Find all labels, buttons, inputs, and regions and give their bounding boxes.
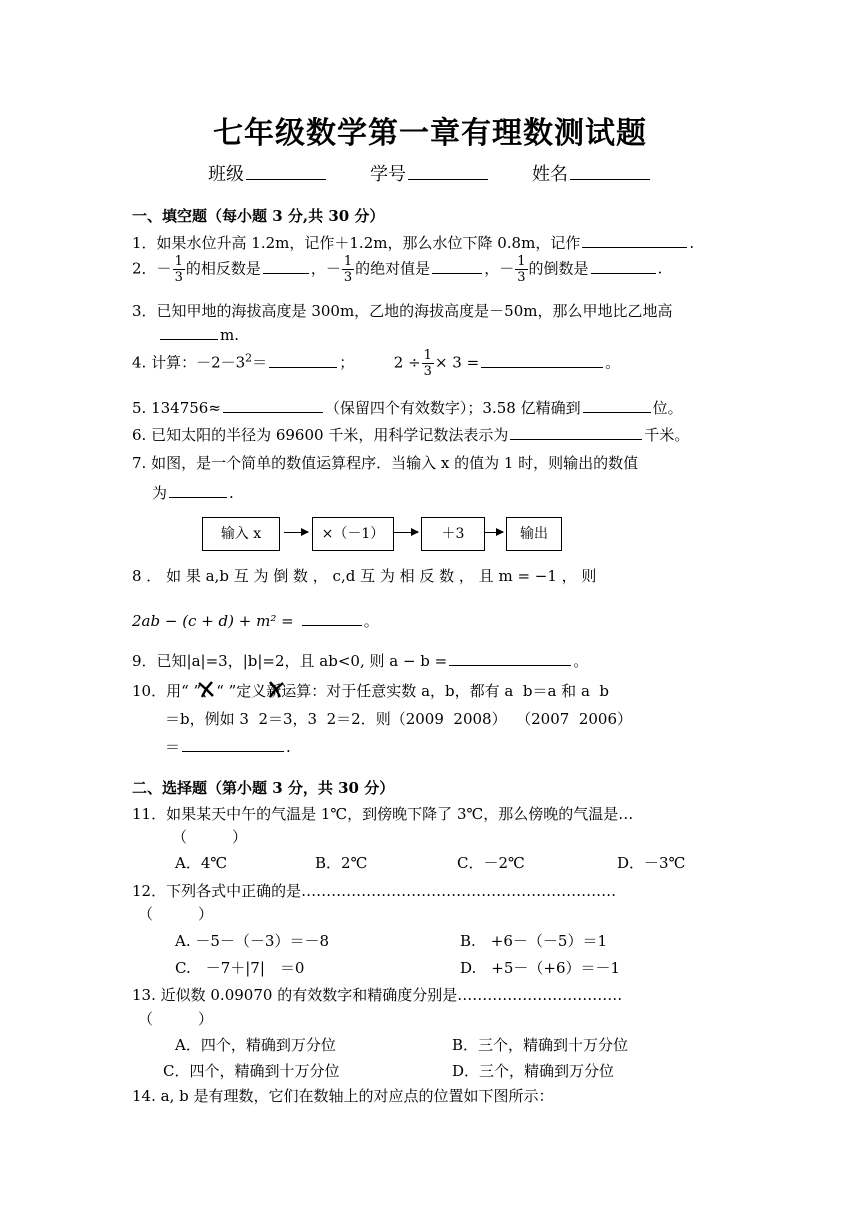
name-label: 姓名 [532,164,568,185]
q1-blank[interactable] [582,233,687,248]
question-10-line-2: ＝b，例如 3 2＝3，3 2＝2．则（2009 2008） （2007 2006） [165,710,633,728]
id-field [370,160,490,186]
frac-num: 1 [343,254,353,269]
q3-end: m. [220,326,239,344]
q2-t5: 的倒数是 [528,259,589,278]
question-6 [132,424,689,445]
q10-line3: ＝ [165,738,181,756]
q11-option-c[interactable]: C．－2℃ [457,854,525,872]
fraction-one-third-1 [173,254,185,285]
page-title: 七年级数学第一章有理数测试题 [213,116,647,151]
flow-input-box: 输入 x [202,517,280,551]
q10-blank[interactable] [182,737,284,752]
q11-option-b[interactable]: B．2℃ [315,854,368,872]
q11-option-d[interactable]: D．－3℃ [617,854,686,872]
question-14: 14. a, b 是有理数，它们在数轴上的对应点的位置如下图所示： [132,1087,554,1105]
question-11-paren: （ ） [172,828,248,846]
q1-text: 1．如果水位升高 1.2m，记作＋1.2m，那么水位下降 0.8m，记作 [132,234,581,252]
q5-text1: 5. 134756≈ [132,399,221,417]
question-12-line-1: 12．下列各式中正确的是……………………………………………………… [132,882,617,900]
star-operator-icon [196,680,218,700]
frac-den: 3 [517,270,526,285]
q2-t1: 的相反数是 [185,259,261,278]
q4-text2: ＝ [252,353,268,372]
q9-text: 9．已知|a|=3，|b|=2，且 ab<0, 则 a − b = [132,652,448,670]
q5-blank-1[interactable] [223,398,323,413]
q4-blank-2[interactable] [481,353,603,368]
question-12-paren: （ ） [138,905,214,923]
q4-div: 2 ÷ [393,353,421,372]
q2-t2: ， [310,259,326,278]
question-8-line-2 [132,610,379,631]
question-13-paren: （ ） [138,1010,214,1028]
q12-option-d[interactable]: D. +5－（+6）＝－1 [460,959,621,977]
section-fill-in: 一、填空题（每小题 3 分,共 30 分） [132,207,385,225]
section-multiple-choice: 二、选择题（第小题 3 分，共 30 分） [132,779,395,797]
q6-text2: 千米。 [644,426,690,444]
q1-end: . [689,234,695,252]
q13-option-a[interactable]: A．四个，精确到万分位 [175,1036,336,1054]
question-9 [132,650,588,671]
q2-blank-2[interactable] [432,259,482,274]
name-field [532,160,652,186]
q4-times: × 3 = [434,353,480,372]
class-blank[interactable] [246,165,326,180]
fraction-one-third-3 [515,254,527,285]
q13-option-c[interactable]: C．四个，精确到十万分位 [163,1062,340,1080]
q10-end: . [286,738,291,756]
q2-num: 2． [132,259,157,278]
q7-end: . [229,484,234,502]
question-1 [132,232,694,253]
name-blank[interactable] [570,165,650,180]
flow-add-box: ＋3 [421,517,485,551]
q2-end: . [657,259,663,278]
question-7-line-1: 7. 如图，是一个简单的数值运算程序．当输入 x 的值为 1 时，则输出的数值 [132,454,639,472]
q9-end: 。 [573,652,589,670]
question-3-line-2 [158,325,239,344]
q5-text2: （保留四个有效数字）；3.58 亿精确到 [324,399,581,417]
q13-option-d[interactable]: D．三个，精确到万分位 [452,1062,615,1080]
q12-option-c[interactable]: C. －7＋|7| ＝0 [175,959,305,977]
class-label: 班级 [208,164,244,185]
id-blank[interactable] [408,165,488,180]
id-label: 学号 [370,164,406,185]
question-10-line-3 [165,736,291,757]
question-3-line-1: 3．已知甲地的海拔高度是 300m，乙地的海拔高度是－50m，那么甲地比乙地高 [132,302,673,320]
q4-exponent: 2 [245,351,253,365]
question-4 [132,348,620,379]
question-7-line-2 [152,482,234,503]
q11-option-a[interactable]: A．4℃ [175,854,228,872]
frac-num: 1 [517,254,526,269]
q2-blank-3[interactable] [591,259,656,274]
q5-blank-2[interactable] [583,398,651,413]
q6-blank[interactable] [510,425,642,440]
q8-blank[interactable] [302,611,362,626]
class-field [208,160,328,186]
q4-blank-1[interactable] [269,353,337,368]
q7-line2: 为 [152,484,168,502]
q2-neg-1: － [156,259,172,278]
frac-num: 1 [174,254,183,269]
q9-blank[interactable] [449,651,571,666]
frac-den: 3 [423,364,432,379]
q2-neg-3: － [499,259,515,278]
q2-blank-1[interactable] [263,259,309,274]
q13-option-b[interactable]: B．三个，精确到十万分位 [452,1036,629,1054]
fraction-one-third-2 [342,254,354,285]
flow-arrow-1 [284,532,308,533]
flow-negate-box: ×（－1） [312,517,394,551]
q12-option-b[interactable]: B. +6－（－5）＝1 [460,932,607,950]
fraction-one-third-4 [422,348,434,379]
question-8-line-1: 8 ． 如 果 a,b 互 为 倒 数 ， c,d 互 为 相 反 数 ， 且 m = −1 ， 则 [132,567,597,585]
question-10-line-1: 10．用“ ”、“ ”定义新运算：对于任意实数 a，b，都有 a b＝a 和 a b [132,682,610,700]
q4-end: 。 [605,353,621,372]
q7-blank[interactable] [169,483,227,498]
q3-blank[interactable] [160,325,218,340]
question-11-line-1: 11．如果某天中午的气温是 1℃，到傍晚下降了 3℃，那么傍晚的气温是… [132,805,634,823]
q8-end: 。 [363,612,379,630]
q2-neg-2: － [325,259,341,278]
flow-output-box: 输出 [506,517,562,551]
q6-text1: 6. 已知太阳的半径为 69600 千米，用科学记数法表示为 [132,426,509,444]
question-2 [132,254,662,285]
frac-num: 1 [423,348,432,363]
q5-text3: 位。 [652,399,683,417]
q4-text1: 4. 计算：－2－3 [132,353,246,372]
q4-text3: ； [339,353,355,372]
flow-arrow-2 [394,532,418,533]
q12-option-a[interactable]: A. －5－（－3）＝－8 [175,932,329,950]
q2-t4: ， [484,259,500,278]
q2-t3: 的绝对值是 [355,259,431,278]
frac-den: 3 [343,270,353,285]
cross-operator-icon [266,680,288,700]
frac-den: 3 [174,270,183,285]
question-5 [132,397,683,418]
q8-expr: 2ab − (c + d) + m² = [132,612,294,630]
flow-arrow-3 [485,532,503,533]
question-13-line-1: 13. 近似数 0.09070 的有效数字和精确度分别是…………………………… [132,986,623,1004]
